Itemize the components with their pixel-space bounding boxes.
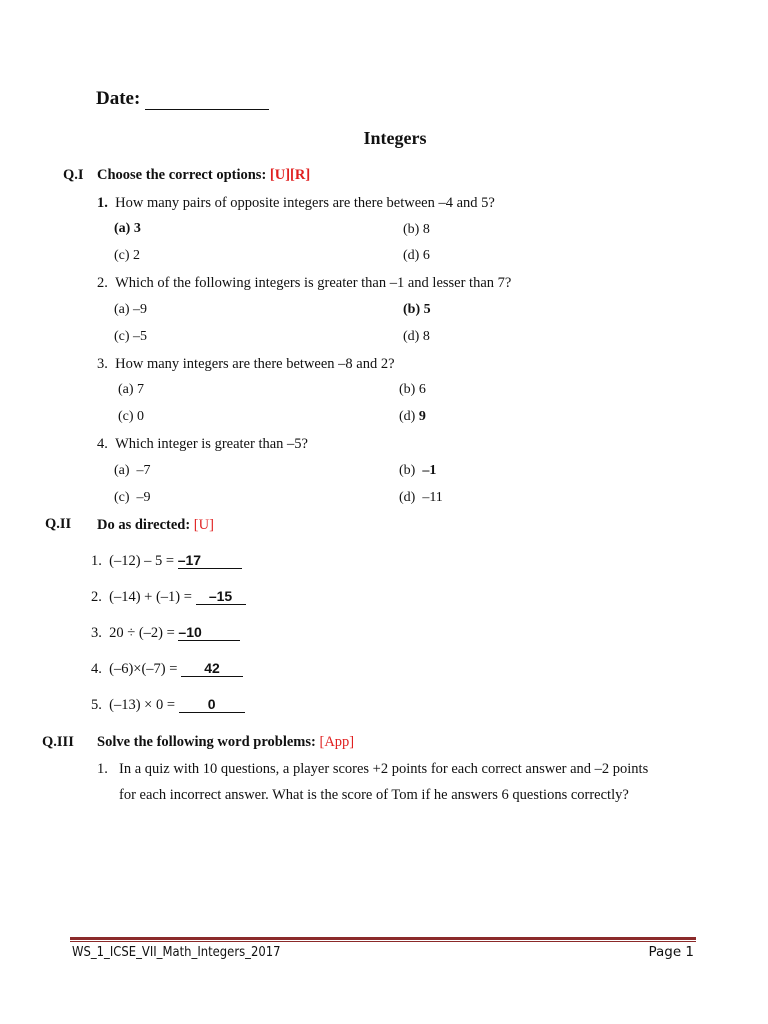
q1-item-2: [97, 275, 511, 292]
q1-tag: [U][R]: [269, 167, 311, 183]
footer-document-id: WS_1_ICSE_VII_Math_Integers_2017: [72, 944, 281, 960]
footer-page-number: Page 1: [648, 944, 694, 960]
q1-item-2-num: 2.: [97, 275, 108, 291]
q3-tag: [App]: [319, 734, 355, 750]
q2-item-4: [91, 661, 243, 678]
q2-item-3-expr: 20 ÷ (–2) =: [109, 625, 175, 641]
q2-item-5-num: 5.: [91, 697, 102, 713]
q2-tag: [U]: [193, 517, 214, 533]
q2-item-1-num: 1.: [91, 553, 102, 569]
q2-number: Q.II: [45, 516, 72, 532]
q1-heading-text: Choose the correct options:: [97, 167, 267, 183]
q2-item-4-num: 4.: [91, 661, 102, 677]
date-blank-line[interactable]: [145, 91, 269, 110]
q1-item-1-option-d[interactable]: (d) 6: [403, 248, 430, 263]
q2-item-3-answer[interactable]: –10: [178, 625, 240, 641]
q2-item-3: [91, 625, 240, 642]
q2-item-4-expr: (–6)×(–7) =: [109, 661, 178, 677]
q1-item-2-option-c[interactable]: (c) –5: [114, 329, 148, 344]
q1-item-4-num: 4.: [97, 436, 108, 452]
q1-item-3-option-d-value: 9: [418, 409, 426, 424]
q1-item-2-option-d[interactable]: (d) 8: [403, 329, 430, 344]
q3-item-1-line-1: In a quiz with 10 questions, a player scores +2 points for each correct answer and –2 points: [119, 761, 649, 777]
q1-item-3-option-d[interactable]: [399, 409, 426, 425]
q2-heading: [97, 517, 214, 534]
q1-number: Q.I: [63, 167, 84, 183]
date-label: Date:: [96, 88, 141, 109]
q2-item-5: [91, 697, 245, 714]
q1-item-1-option-a[interactable]: (a) 3: [114, 221, 141, 236]
q1-item-4-text: Which integer is greater than –5?: [115, 436, 308, 452]
footer-rule-thick: [70, 937, 696, 940]
q3-number: Q.III: [42, 734, 74, 750]
q3-heading-text: Solve the following word problems:: [97, 734, 316, 750]
q2-item-2: [91, 589, 246, 606]
q2-item-5-expr: (–13) × 0 =: [109, 697, 176, 713]
q2-item-1: [91, 553, 242, 570]
q3-heading: [97, 734, 354, 751]
q1-item-4-option-b-prefix: (b): [399, 463, 416, 478]
q1-item-3: [97, 356, 395, 373]
q2-item-3-num: 3.: [91, 625, 102, 641]
q1-item-4-option-c[interactable]: (c) –9: [114, 490, 151, 505]
q2-item-2-answer[interactable]: –15: [196, 589, 246, 605]
q1-item-3-num: 3.: [97, 356, 108, 372]
q2-item-1-expr: (–12) – 5 =: [109, 553, 175, 569]
q2-item-2-expr: (–14) + (–1) =: [109, 589, 192, 605]
q2-item-2-num: 2.: [91, 589, 102, 605]
q1-item-2-option-a[interactable]: (a) –9: [114, 302, 148, 317]
q1-item-4-option-a[interactable]: (a) –7: [114, 463, 151, 478]
q2-heading-text: Do as directed:: [97, 517, 191, 533]
q2-item-5-answer[interactable]: 0: [179, 697, 245, 713]
q1-item-3-option-b[interactable]: (b) 6: [399, 382, 426, 397]
q1-item-3-option-c[interactable]: (c) 0: [118, 409, 145, 424]
q2-item-4-answer[interactable]: 42: [181, 661, 243, 677]
q1-item-1-num: 1.: [97, 195, 108, 211]
q1-item-3-option-a[interactable]: (a) 7: [118, 382, 145, 397]
q1-item-1-option-b[interactable]: (b) 8: [403, 222, 430, 237]
q1-item-1-option-c[interactable]: (c) 2: [114, 248, 141, 263]
date-field: [96, 88, 269, 110]
footer-rule-thin: [70, 941, 696, 942]
q1-item-3-option-d-prefix: (d): [399, 409, 416, 424]
q2-item-1-answer[interactable]: –17: [178, 553, 242, 569]
q1-item-4-option-b-value: –1: [422, 463, 437, 478]
q1-item-4: [97, 436, 308, 453]
q1-item-2-text: Which of the following integers is greater than –1 and lesser than 7?: [115, 275, 512, 291]
q1-item-3-text: How many integers are there between –8 and 2?: [115, 356, 395, 372]
q1-item-1-text: How many pairs of opposite integers are there between –4 and 5?: [115, 195, 495, 211]
q1-item-4-option-d[interactable]: (d) –11: [399, 490, 443, 505]
q1-item-2-option-b[interactable]: (b) 5: [403, 302, 431, 317]
q3-item-1-num: 1.: [97, 761, 108, 777]
q1-heading: [97, 167, 310, 184]
q1-item-4-option-b[interactable]: [399, 463, 436, 479]
q1-item-1: [97, 195, 495, 212]
page-title: Integers: [363, 128, 427, 148]
q3-item-1-line-2: for each incorrect answer. What is the score of Tom if he answers 6 questions correctly?: [119, 787, 629, 803]
